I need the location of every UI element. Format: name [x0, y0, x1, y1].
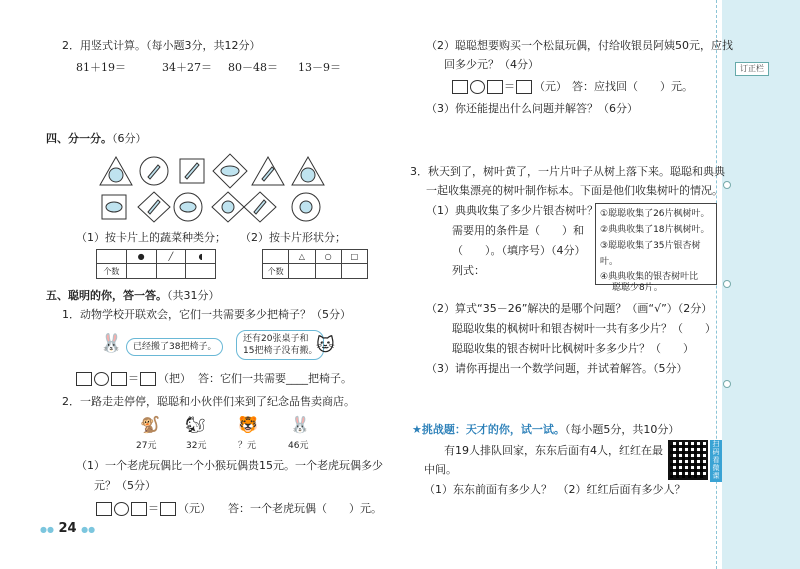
tiger-icon: 🐯	[238, 415, 258, 434]
challenge-question: （1）东东前面有多少人？ （2）红红后面有多少人？	[424, 483, 686, 496]
info-line: ①聪聪收集了26片枫树叶。	[600, 209, 710, 219]
price-monkey: 27元	[136, 441, 157, 451]
shape-table	[262, 249, 368, 279]
speech-bubble-1: 已经搬了38把椅子。	[126, 338, 223, 356]
q2-2-line1: （2）聪聪想要购买一个松鼠玩偶，付给收银员阿姨50元，应找	[426, 39, 733, 52]
answer-cell[interactable]	[157, 264, 187, 278]
eggplant-icon	[221, 166, 239, 176]
answer-box[interactable]	[131, 502, 147, 516]
expr-2: 34＋27＝	[162, 61, 212, 74]
expr-1: 81＋19＝	[76, 61, 126, 74]
leaf-info-box	[595, 203, 717, 293]
q3-1-line4: 列式：	[452, 264, 485, 277]
unit-label: （元）	[178, 502, 211, 515]
q3-line2: 一起收集漂亮的树叶制作标本。下面是他们收集树叶的情况。	[426, 184, 723, 197]
section5-q1: 1．动物学校开联欢会，它们一共需要多少把椅子？（5分）	[62, 308, 351, 321]
q3-1-line1: （1）典典收集了多少片银杏树叶？	[426, 204, 598, 217]
monkey-icon: 🐒	[140, 415, 160, 434]
expr-4: 13－9＝	[298, 61, 341, 74]
vegetable-cards-row2	[96, 190, 336, 224]
circle-icon: ○	[316, 250, 342, 263]
rabbit-icon: 🐰	[100, 333, 123, 354]
triangle-icon: △	[289, 250, 315, 263]
answer-box[interactable]	[487, 80, 503, 94]
answer-box[interactable]	[160, 502, 176, 516]
correction-tag: 订正栏	[735, 62, 769, 76]
q3-2: （2）算式“35－26”解决的是哪个问题？（画“√”）（2分）	[426, 302, 713, 315]
challenge-line1: 有19人排队回家，东东后面有4人，红红在最	[444, 444, 663, 457]
q3-2-option-a[interactable]: 聪聪收集的枫树叶和银杏树叶一共有多少片？（ ）	[452, 322, 716, 335]
info-line: ④典典收集的银杏树叶比	[600, 272, 699, 282]
vegetable-cards-row1	[96, 153, 336, 189]
q3-2-option-b[interactable]: 聪聪收集的银杏树叶比枫树叶多多少片？（ ）	[452, 342, 694, 355]
section4-title: 四、分一分。（6分）	[46, 132, 147, 145]
q2-1-line1: （1）一个老虎玩偶比一个小猴玩偶贵15元。一个老虎玩偶多少	[76, 459, 383, 472]
tomato-icon: ●	[127, 250, 157, 263]
tomato-icon	[109, 168, 123, 182]
section4-sub1: （1）按卡片上的蔬菜种类分；	[76, 231, 226, 244]
answer-cell[interactable]	[186, 264, 215, 278]
binding-hole-icon	[723, 380, 731, 388]
qr-code-icon[interactable]	[668, 440, 708, 480]
q2-1-line2: 元？（5分）	[94, 479, 156, 492]
tomato-icon	[301, 168, 315, 182]
correction-sidebar	[722, 0, 800, 569]
section4-sub2: （2）按卡片形状分；	[240, 231, 346, 244]
tomato-icon	[222, 201, 234, 213]
eggplant-icon	[106, 202, 122, 212]
equals-sign: ＝	[148, 502, 159, 515]
cat-icon: 🐱	[316, 335, 335, 356]
section5-title: 五、聪明的你，答一答。（共31分）	[46, 289, 220, 302]
table-label: 个数	[263, 264, 289, 278]
q3-1-line3: （ ）。（填序号）（4分）	[452, 244, 586, 257]
operator-circle[interactable]	[114, 502, 129, 516]
speech-bubble-2: 还有20张桌子和 15把椅子没有搬。	[236, 330, 324, 360]
eggplant-icon	[180, 202, 196, 212]
answer-cell[interactable]	[316, 264, 342, 278]
info-line: ②典典收集了18片枫树叶。	[600, 225, 710, 235]
binding-hole-icon	[723, 181, 731, 189]
q3-3: （3）请你再提出一个数学问题，并试着解答。（5分）	[426, 362, 688, 375]
table-label: 个数	[97, 264, 127, 278]
q2-2-line2: 回多少元？（4分）	[444, 58, 539, 71]
tomato-icon	[300, 201, 312, 213]
q2-title: 2．用竖式计算。（每小题3分，共12分）	[62, 39, 261, 52]
qr-label: 扫码看微课	[710, 440, 722, 482]
rabbit-toy-icon: 🐰	[290, 415, 310, 434]
price-squirrel: 32元	[186, 441, 207, 451]
answer-cell[interactable]	[127, 264, 157, 278]
price-tiger: ？元	[238, 441, 257, 451]
answer-box[interactable]	[140, 372, 156, 386]
carrot-icon: ╱	[157, 250, 187, 263]
page-number: ●● 24 ●●	[40, 521, 96, 536]
q3-1-line2: 需要用的条件是（ ）和	[452, 224, 584, 237]
operator-circle[interactable]	[470, 80, 485, 94]
section5-q2: 2．一路走走停停，聪聪和小伙伴们来到了纪念品售卖商店。	[62, 395, 355, 408]
squirrel-icon: 🐿	[185, 415, 206, 434]
answer-box[interactable]	[516, 80, 532, 94]
operator-circle[interactable]	[94, 372, 109, 386]
challenge-title: ★挑战题：天才的你，试一试。（每小题5分，共10分）	[412, 423, 680, 436]
answer-box[interactable]	[96, 502, 112, 516]
answer-box[interactable]	[111, 372, 127, 386]
q1-answer: 答：它们一共需要____把椅子。	[198, 372, 352, 385]
unit-label: （元）	[534, 80, 567, 93]
equals-sign: ＝	[128, 372, 139, 385]
eggplant-icon: ◖	[198, 252, 203, 261]
q2-2-answer: 答：应找回（ ）元。	[572, 80, 693, 93]
q3-line1: 3．秋天到了，树叶黄了，一片片叶子从树上落下来。聪聪和典典	[410, 165, 725, 178]
expr-3: 80－48＝	[228, 61, 278, 74]
answer-cell[interactable]	[342, 264, 367, 278]
info-line: 聪聪少8片。	[612, 283, 663, 293]
q2-3: （3）你还能提出什么问题并解答？（6分）	[426, 102, 638, 115]
unit-label: （把）	[158, 372, 191, 385]
info-line: ③聪聪收集了35片银杏树叶。	[600, 241, 701, 267]
price-rabbit: 46元	[288, 441, 309, 451]
q2-1-answer: 答：一个老虎玩偶（ ）元。	[228, 502, 382, 515]
challenge-line2: 中间。	[424, 463, 457, 476]
vegetable-table	[96, 249, 216, 279]
answer-box[interactable]	[76, 372, 92, 386]
square-icon: □	[350, 252, 359, 261]
equals-sign: ＝	[504, 80, 515, 93]
answer-cell[interactable]	[289, 264, 315, 278]
binding-hole-icon	[723, 280, 731, 288]
answer-box[interactable]	[452, 80, 468, 94]
